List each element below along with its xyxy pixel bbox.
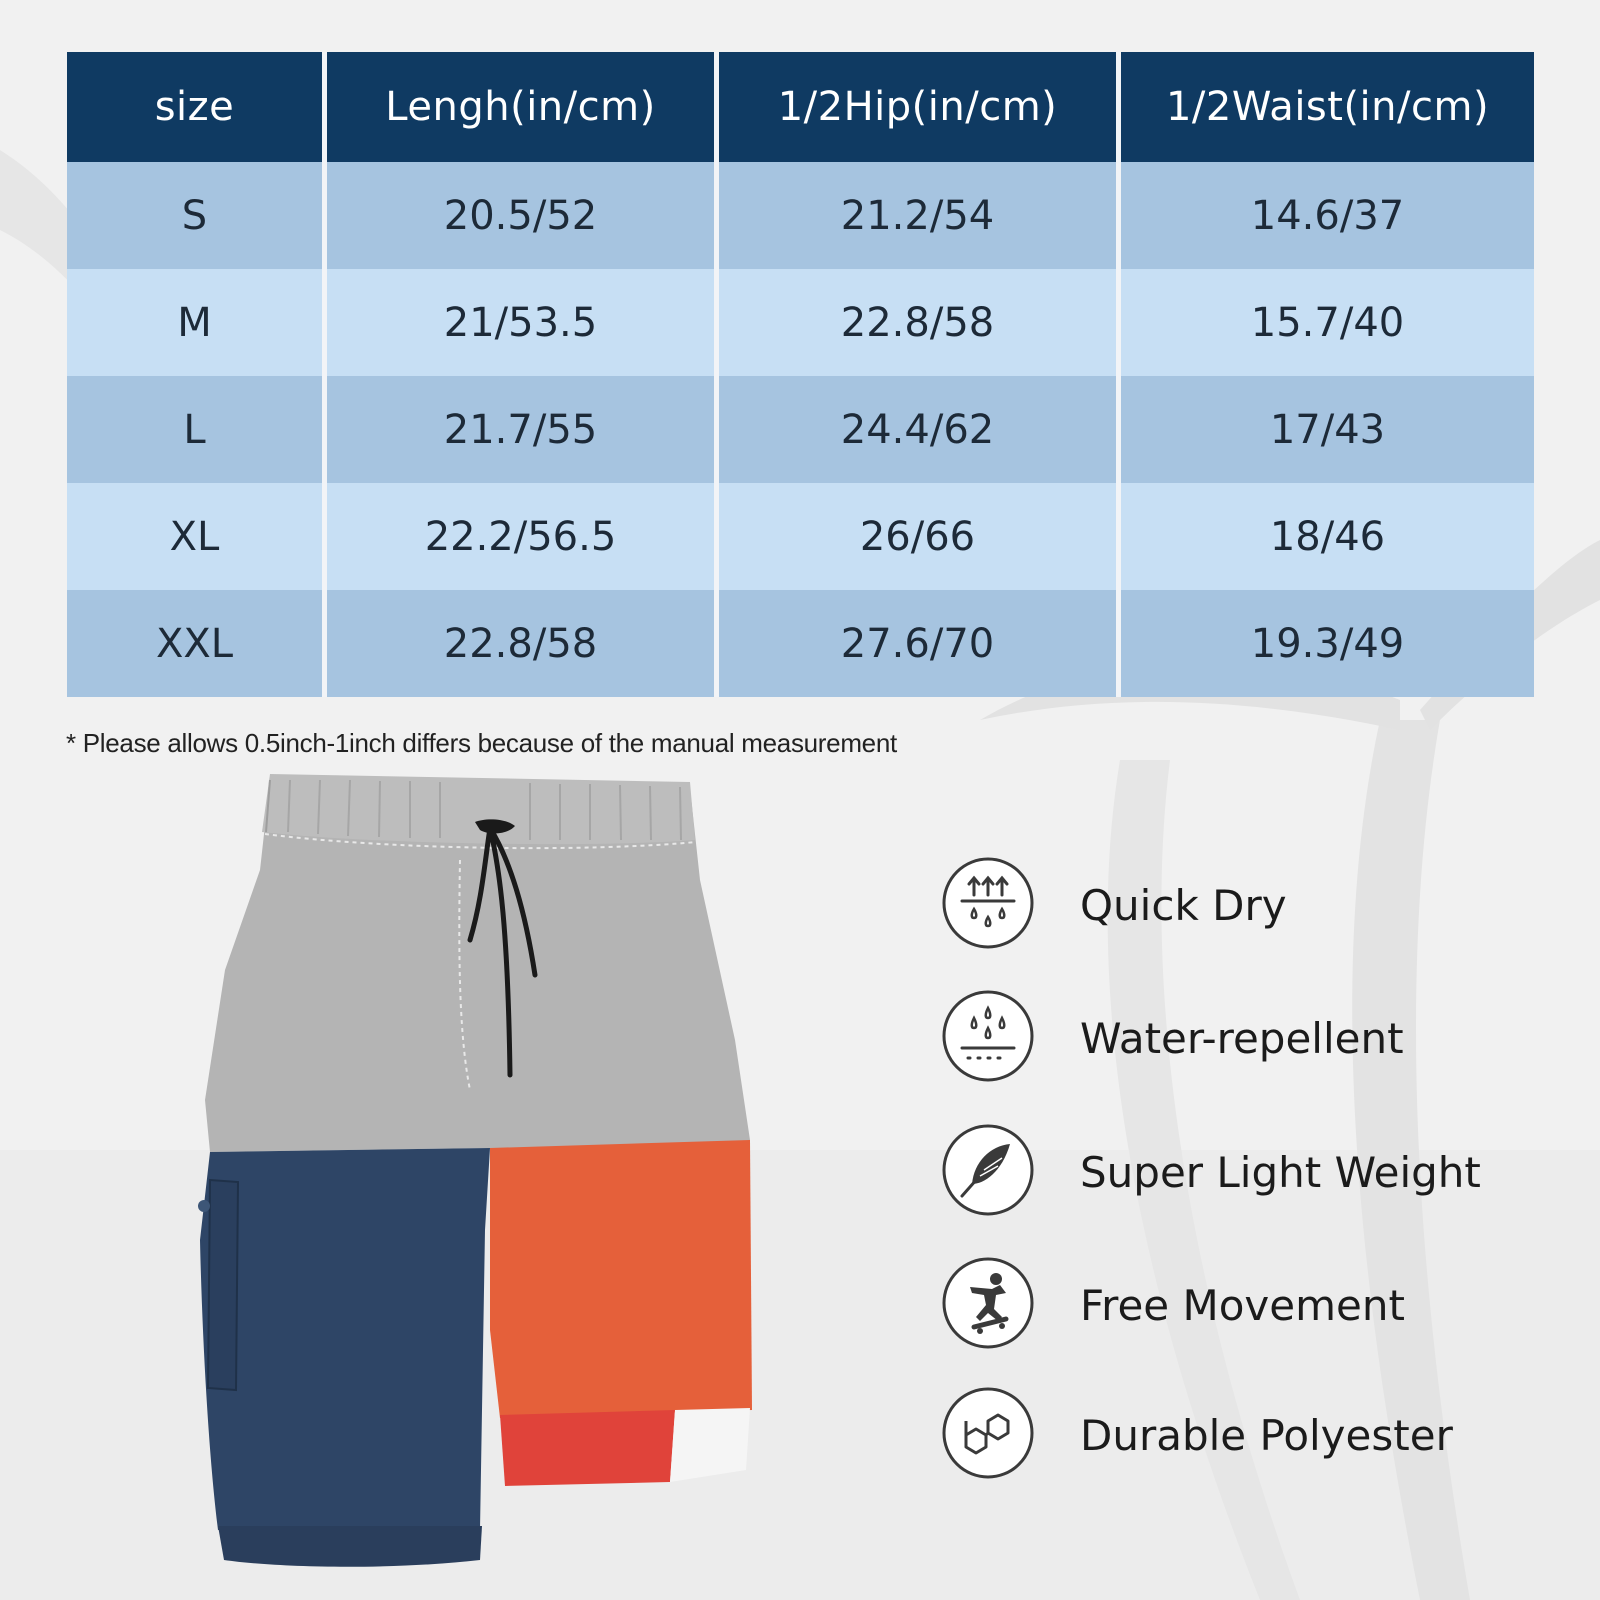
feature-label: Super Light Weight [1080, 1148, 1481, 1197]
table-row [67, 590, 1534, 697]
cell-length: 21.7/55 [322, 376, 714, 483]
feature-durable-polyester [940, 1385, 1580, 1485]
cell-size: M [67, 269, 322, 376]
board-shorts-image [190, 770, 770, 1580]
cell-half-hip: 21.2/54 [714, 162, 1116, 269]
cell-length: 22.2/56.5 [322, 483, 714, 590]
table-row [67, 162, 1534, 269]
cell-half-hip: 22.8/58 [714, 269, 1116, 376]
cell-half-waist: 17/43 [1116, 376, 1534, 483]
feather-icon [940, 1122, 1036, 1218]
water-repellent-icon [940, 988, 1036, 1084]
feature-label: Quick Dry [1080, 881, 1287, 930]
header-length: Lengh(in/cm) [322, 52, 714, 162]
molecule-icon [940, 1385, 1036, 1481]
cell-half-waist: 18/46 [1116, 483, 1534, 590]
cell-size: XXL [67, 590, 322, 697]
feature-quick-dry [940, 855, 1580, 955]
feature-free-movement [940, 1255, 1580, 1355]
feature-label: Water-repellent [1080, 1014, 1404, 1063]
quick-dry-icon [940, 855, 1036, 951]
table-row [67, 269, 1534, 376]
skater-icon [940, 1255, 1036, 1351]
cell-half-hip: 24.4/62 [714, 376, 1116, 483]
feature-label: Durable Polyester [1080, 1411, 1453, 1460]
cell-half-hip: 26/66 [714, 483, 1116, 590]
feature-super-light-weight [940, 1122, 1580, 1222]
header-size: size [67, 52, 322, 162]
header-half-waist: 1/2Waist(in/cm) [1116, 52, 1534, 162]
measurement-note: * Please allows 0.5inch-1inch differs because of the manual measurement [66, 728, 897, 758]
feature-label: Free Movement [1080, 1281, 1405, 1330]
feature-water-repellent [940, 988, 1580, 1088]
cell-half-hip: 27.6/70 [714, 590, 1116, 697]
table-row [67, 376, 1534, 483]
cell-half-waist: 14.6/37 [1116, 162, 1534, 269]
cell-size: XL [67, 483, 322, 590]
size-chart-table [67, 52, 1534, 697]
table-row [67, 483, 1534, 590]
cell-size: S [67, 162, 322, 269]
cell-half-waist: 15.7/40 [1116, 269, 1534, 376]
cell-length: 22.8/58 [322, 590, 714, 697]
cell-length: 20.5/52 [322, 162, 714, 269]
cell-size: L [67, 376, 322, 483]
table-header-row [67, 52, 1534, 162]
header-half-hip: 1/2Hip(in/cm) [714, 52, 1116, 162]
cell-length: 21/53.5 [322, 269, 714, 376]
cell-half-waist: 19.3/49 [1116, 590, 1534, 697]
